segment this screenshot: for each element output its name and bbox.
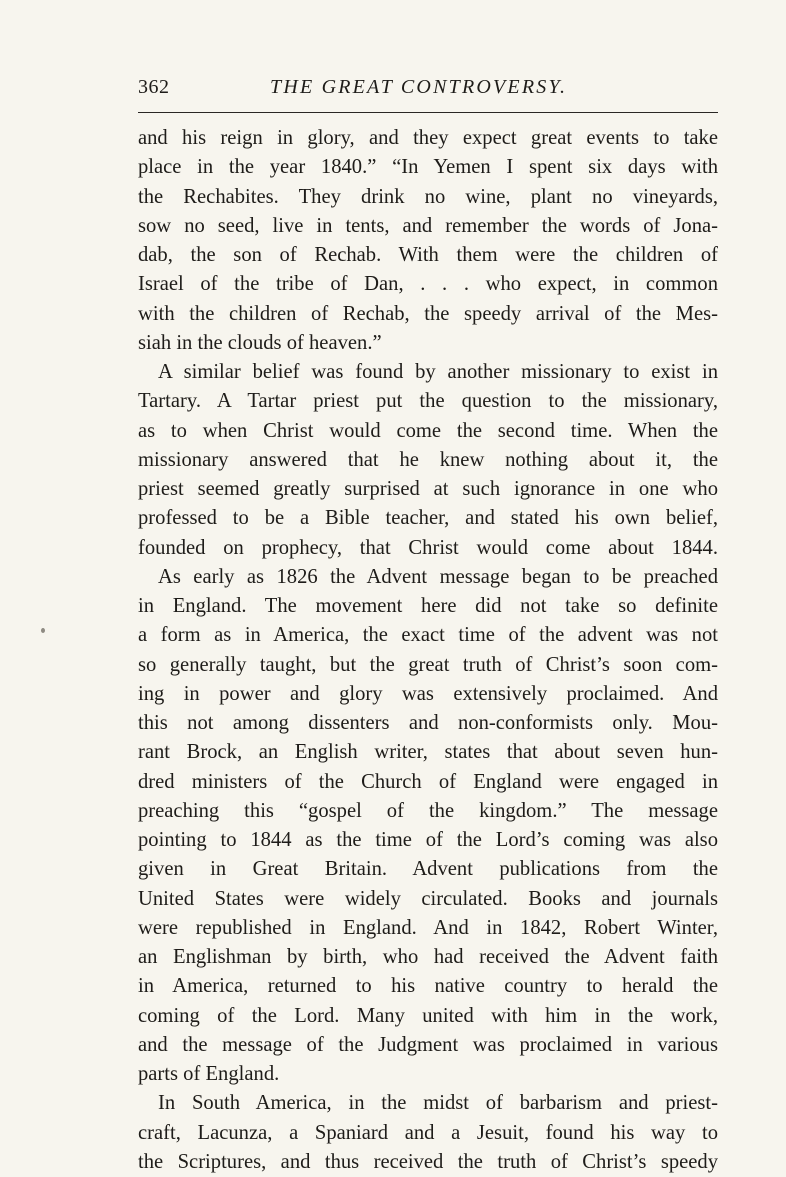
text-line: Tartary. A Tartar priest put the question to the missionary, — [138, 390, 718, 413]
text-line: United States were widely circulated. Books and journals — [138, 887, 718, 910]
text-line: so generally taught, but the great truth of Christ’s soon com- — [138, 653, 718, 676]
text-line: As early as 1826 the Advent message began to be preached — [158, 565, 718, 588]
page-header — [138, 76, 718, 106]
text-line: rant Brock, an English writer, states that about seven hun- — [138, 741, 718, 764]
text-line: priest seemed greatly surprised at such ignorance in one who — [138, 478, 718, 500]
text-line: In South America, in the midst of barbarism and priest- — [158, 1092, 718, 1115]
text-line: A similar belief was found by another missionary to exist in — [158, 361, 718, 383]
text-line: this not among dissenters and non-conformists only. Mou- — [138, 712, 718, 734]
text-line: and the message of the Judgment was proclaimed in various — [138, 1033, 718, 1056]
running-title: THE GREAT CONTROVERSY. — [270, 76, 568, 98]
text-line: missionary answered that he knew nothing about it, the — [138, 448, 718, 471]
text-line: parts of England. — [138, 1063, 280, 1085]
text-line: professed to be a Bible teacher, and stated his own belief, — [138, 507, 718, 530]
text-line: Israel of the tribe of Dan, . . . who expect, in common — [138, 273, 718, 296]
text-line: in England. The movement here did not take so definite — [138, 595, 718, 617]
text-line: given in Great Britain. Advent publications from the — [138, 858, 718, 881]
text-line: siah in the clouds of heaven.” — [138, 331, 382, 354]
text-line: the Scriptures, and thus received the truth of Christ’s speedy — [138, 1150, 718, 1173]
text-line: as to when Christ would come the second time. When the — [138, 419, 718, 442]
text-line: sow no seed, live in tents, and remember the words of Jona- — [138, 214, 718, 237]
text-line: dab, the son of Rechab. With them were the children of — [138, 244, 718, 266]
text-line: dred ministers of the Church of England were engaged in — [138, 770, 718, 793]
text-line: preaching this “gospel of the kingdom.” The message — [138, 799, 718, 822]
text-line: place in the year 1840.” “In Yemen I spent six days with — [138, 156, 718, 179]
text-line: were republished in England. And in 1842, Robert Winter, — [138, 916, 718, 939]
text-line: an Englishman by birth, who had received the Advent faith — [138, 946, 718, 968]
page-number: 362 — [138, 76, 170, 98]
margin-speck — [41, 628, 45, 633]
text-line: in America, returned to his native country to herald the — [138, 975, 718, 998]
text-line: craft, Lacunza, a Spaniard and a Jesuit, found his way to — [138, 1121, 718, 1144]
text-line: the Rechabites. They drink no wine, plant no vineyards, — [138, 185, 718, 208]
text-line: pointing to 1844 as the time of the Lord’s coming was also — [138, 829, 718, 851]
header-rule — [138, 112, 718, 113]
text-line: with the children of Rechab, the speedy arrival of the Mes- — [138, 302, 718, 325]
text-line: a form as in America, the exact time of the advent was not — [138, 624, 718, 647]
text-line: ing in power and glory was extensively proclaimed. And — [138, 682, 718, 705]
text-line: and his reign in glory, and they expect great events to take — [138, 127, 718, 149]
body-text — [138, 124, 718, 1177]
text-line: founded on prophecy, that Christ would come about 1844. — [138, 536, 718, 559]
text-line: coming of the Lord. Many united with him in the work, — [138, 1004, 718, 1027]
